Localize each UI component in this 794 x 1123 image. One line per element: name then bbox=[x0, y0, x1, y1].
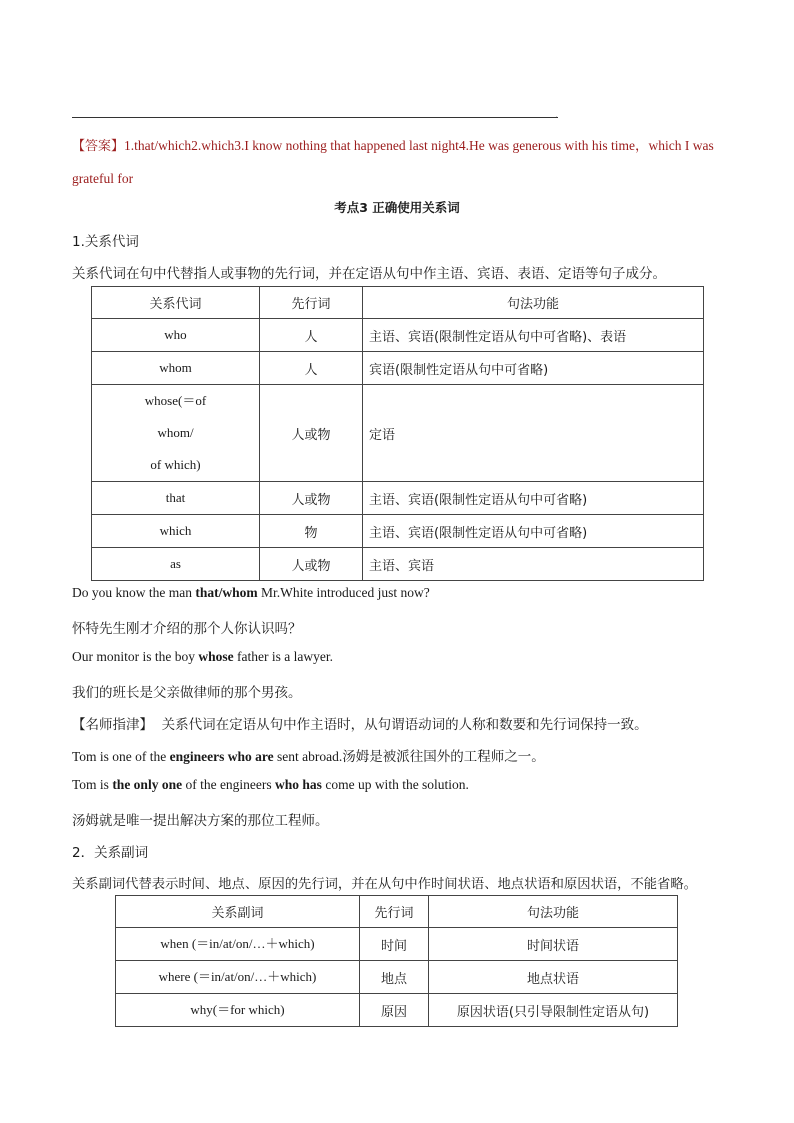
cell-function: 主语、宾语(限制性定语从句中可省略)、表语 bbox=[363, 319, 704, 352]
table-header: 句法功能 bbox=[429, 896, 678, 928]
table-header: 关系副词 bbox=[116, 896, 360, 928]
cell-antecedent: 原因 bbox=[360, 994, 429, 1027]
cell-function: 时间状语 bbox=[429, 928, 678, 961]
example-text: Tom is bbox=[72, 777, 113, 792]
cell-word: when (＝in/at/on/…＋which) bbox=[116, 928, 360, 961]
example-text: Our monitor is the boy bbox=[72, 649, 199, 664]
answer-text: 1.that/which2.which3.I know nothing that happened last night4.He was generous with his time，which I was grateful for bbox=[72, 138, 714, 186]
cell-function: 主语、宾语(限制性定语从句中可省略) bbox=[363, 515, 704, 548]
cell-antecedent: 人 bbox=[260, 352, 363, 385]
example-text: come up with the solution. bbox=[321, 777, 469, 792]
example-keyword: engineers bbox=[169, 749, 225, 764]
example-2 bbox=[72, 649, 333, 665]
relative-adverb-table bbox=[115, 895, 678, 1027]
cell-word: as bbox=[92, 548, 260, 581]
example-text: of the engineers bbox=[182, 777, 276, 792]
answer-tag: 【答案】 bbox=[72, 139, 125, 154]
example-4 bbox=[72, 777, 469, 793]
example-1-translation: 怀特先生刚才介绍的那个人你认识吗？ bbox=[72, 621, 302, 637]
table-row bbox=[92, 352, 704, 385]
cell-antecedent: 人或物 bbox=[260, 482, 363, 515]
tip-text: 关系代词在定语从句中作主语时，从句谓语动词的人称和数要和先行词保持一致。 bbox=[161, 717, 648, 733]
example-text: father is a lawyer. bbox=[233, 649, 333, 664]
cell-function: 定语 bbox=[363, 385, 704, 482]
cell-antecedent: 物 bbox=[260, 515, 363, 548]
part1-title: 1.关系代词 bbox=[72, 234, 139, 250]
table-row bbox=[92, 385, 704, 482]
example-text: Mr.White introduced just now? bbox=[257, 585, 430, 600]
cell-function: 地点状语 bbox=[429, 961, 678, 994]
cell-function: 主语、宾语 bbox=[363, 548, 704, 581]
table-row bbox=[116, 928, 678, 961]
rule-end-dot: . bbox=[555, 110, 559, 121]
cell-word: who bbox=[92, 319, 260, 352]
cell-word: why(＝for which) bbox=[116, 994, 360, 1027]
table-row bbox=[116, 961, 678, 994]
cell-word: which bbox=[92, 515, 260, 548]
example-keyword: who are bbox=[227, 749, 274, 764]
cell-function: 宾语(限制性定语从句中可省略) bbox=[363, 352, 704, 385]
teacher-tip bbox=[72, 713, 648, 733]
table-header-row bbox=[92, 287, 704, 319]
cell-word: where (＝in/at/on/…＋which) bbox=[116, 961, 360, 994]
example-text: Do you know the man bbox=[72, 585, 196, 600]
example-3 bbox=[72, 745, 545, 765]
cell-antecedent: 地点 bbox=[360, 961, 429, 994]
table-header: 句法功能 bbox=[363, 287, 704, 319]
example-keyword: whose bbox=[198, 649, 234, 664]
example-text: Tom is one of the bbox=[72, 749, 170, 764]
cell-word-line: whom/ bbox=[157, 425, 194, 440]
part2-title: 2．关系副词 bbox=[72, 845, 149, 861]
cell-word-line: whose(＝of bbox=[144, 393, 207, 408]
tip-tag: 【名师指津】 bbox=[72, 717, 153, 733]
table-row bbox=[116, 994, 678, 1027]
example-1 bbox=[72, 585, 430, 601]
cell-antecedent: 时间 bbox=[360, 928, 429, 961]
cell-word: whom bbox=[92, 352, 260, 385]
table-row bbox=[92, 515, 704, 548]
part1-intro: 关系代词在句中代替指人或事物的先行词，并在定语从句中作主语、宾语、表语、定语等句子成分。 bbox=[72, 266, 666, 282]
example-2-translation: 我们的班长是父亲做律师的那个男孩。 bbox=[72, 685, 302, 701]
example-3-translation: 汤姆是被派往国外的工程师之一。 bbox=[342, 749, 545, 765]
table-header: 关系代词 bbox=[92, 287, 260, 319]
table-header: 先行词 bbox=[360, 896, 429, 928]
answer-block bbox=[72, 130, 732, 195]
cell-word-line: of which) bbox=[150, 457, 201, 472]
example-text: sent abroad. bbox=[273, 749, 343, 764]
header-rule bbox=[72, 117, 558, 118]
relative-pronoun-table bbox=[91, 286, 704, 581]
cell-antecedent: 人 bbox=[260, 319, 363, 352]
example-4-translation: 汤姆就是唯一提出解决方案的那位工程师。 bbox=[72, 813, 329, 829]
cell-function: 原因状语(只引导限制性定语从句) bbox=[429, 994, 678, 1027]
part2-intro: 关系副词代替表示时间、地点、原因的先行词，并在从句中作时间状语、地点状语和原因状语，不能省略。 bbox=[72, 877, 697, 892]
table-header: 先行词 bbox=[260, 287, 363, 319]
example-keyword: the only one bbox=[112, 777, 183, 792]
example-keyword: who has bbox=[275, 777, 322, 792]
cell-word bbox=[92, 385, 260, 482]
cell-function: 主语、宾语(限制性定语从句中可省略) bbox=[363, 482, 704, 515]
cell-antecedent: 人或物 bbox=[260, 385, 363, 482]
section-title: 考点3 正确使用关系词 bbox=[334, 200, 460, 215]
example-keyword: that/whom bbox=[195, 585, 258, 600]
table-row bbox=[92, 482, 704, 515]
table-header-row bbox=[116, 896, 678, 928]
table-row bbox=[92, 548, 704, 581]
cell-antecedent: 人或物 bbox=[260, 548, 363, 581]
cell-word: that bbox=[92, 482, 260, 515]
table-row bbox=[92, 319, 704, 352]
